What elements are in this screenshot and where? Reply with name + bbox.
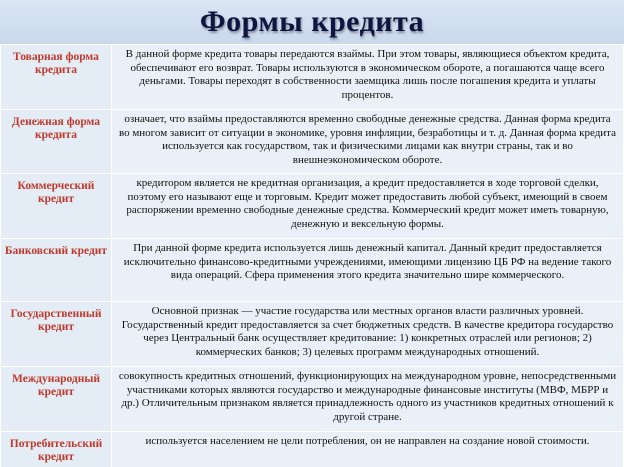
term-cell bbox=[1, 45, 112, 110]
description-cell bbox=[112, 45, 624, 110]
credit-forms-table bbox=[0, 44, 624, 467]
page-title: Формы кредита bbox=[199, 5, 425, 38]
description-text: В данной форме кредита товары передаются взаймы. При этом товары, являющиеся объектом кредита, обеспечивают его возврат. Товары используются в экономическом обороте, а погашаются чаще всего деньгами. Товары переходят в собственности заемщика лишь после погашения кредита и уплаты процентов. bbox=[125, 48, 610, 101]
title-bar bbox=[0, 0, 624, 44]
description-cell bbox=[112, 367, 624, 432]
table-row bbox=[1, 239, 624, 302]
term-label: Потребительский кредит bbox=[9, 438, 103, 463]
term-label: Коммерческий кредит bbox=[17, 180, 95, 205]
description-cell bbox=[112, 174, 624, 239]
table-row bbox=[1, 367, 624, 432]
description-cell bbox=[112, 239, 624, 302]
table-row bbox=[1, 174, 624, 239]
description-text: используется населением не цели потребления, он не направлен на создание новой стоимости. bbox=[145, 435, 590, 447]
term-label: Товарная форма кредита bbox=[13, 51, 99, 76]
description-text: означает, что взаймы предоставляются временно свободные денежные средства. Данная форма кредита во многом зависит от ситуации в экономике, уровня инфляции, безработицы и т. д. Данная форма кредита используется как государством, так и физическими лицами как внутри страны, так и во внешнеэкономическом обороте. bbox=[118, 113, 617, 166]
term-label: Денежная форма кредита bbox=[11, 116, 101, 141]
description-text: совокупность кредитных отношений, функционирующих на международном уровне, непосредственными участниками которых являются государство и международные финансовые институты (МВФ, МБРР и др.) Отличительным признаком является принадлежность одного из участников кредитных отношений к другой стране. bbox=[118, 370, 617, 423]
description-text: Основной признак — участие государства или местных органов власти различных уровней. Государственный кредит предоставляется за счет бюджетных средств. В качестве кредитора государство через Центральный банк осуществляет кредитование: 1) конкретных отраслей или регионов; 2) коммерческих банков; 3) целевых программ международных отношений. bbox=[121, 305, 614, 358]
term-cell bbox=[1, 302, 112, 367]
term-cell bbox=[1, 367, 112, 432]
term-label: Банковский кредит bbox=[4, 245, 108, 257]
table-row bbox=[1, 432, 624, 467]
term-cell bbox=[1, 110, 112, 174]
description-text: При данной форме кредита используется лишь денежный капитал. Данный кредит предоставляется исключительно финансово-кредитными учреждениями, имеющими лицензию ЦБ РФ на ведение такого вида операций. Сфера применения этого кредита значительно шире коммерческого. bbox=[123, 242, 612, 282]
term-label: Международный кредит bbox=[12, 373, 100, 398]
description-cell bbox=[112, 302, 624, 367]
term-cell bbox=[1, 174, 112, 239]
description-text: кредитором является не кредитная организация, а кредит предоставляется в ходе торговой сделки, поэтому его называют еще и торговым. Кредит может предоставить любой субъект, имеющий в своем распоряжении временно свободные денежные средства. Коммерческий кредит может иметь товарную, денежную и вексельную формы. bbox=[126, 177, 609, 230]
term-cell bbox=[1, 432, 112, 467]
description-cell bbox=[112, 432, 624, 467]
table-row bbox=[1, 110, 624, 174]
description-cell bbox=[112, 110, 624, 174]
term-label: Государственный кредит bbox=[10, 308, 102, 333]
table-row bbox=[1, 45, 624, 110]
term-cell bbox=[1, 239, 112, 302]
table-row bbox=[1, 302, 624, 367]
